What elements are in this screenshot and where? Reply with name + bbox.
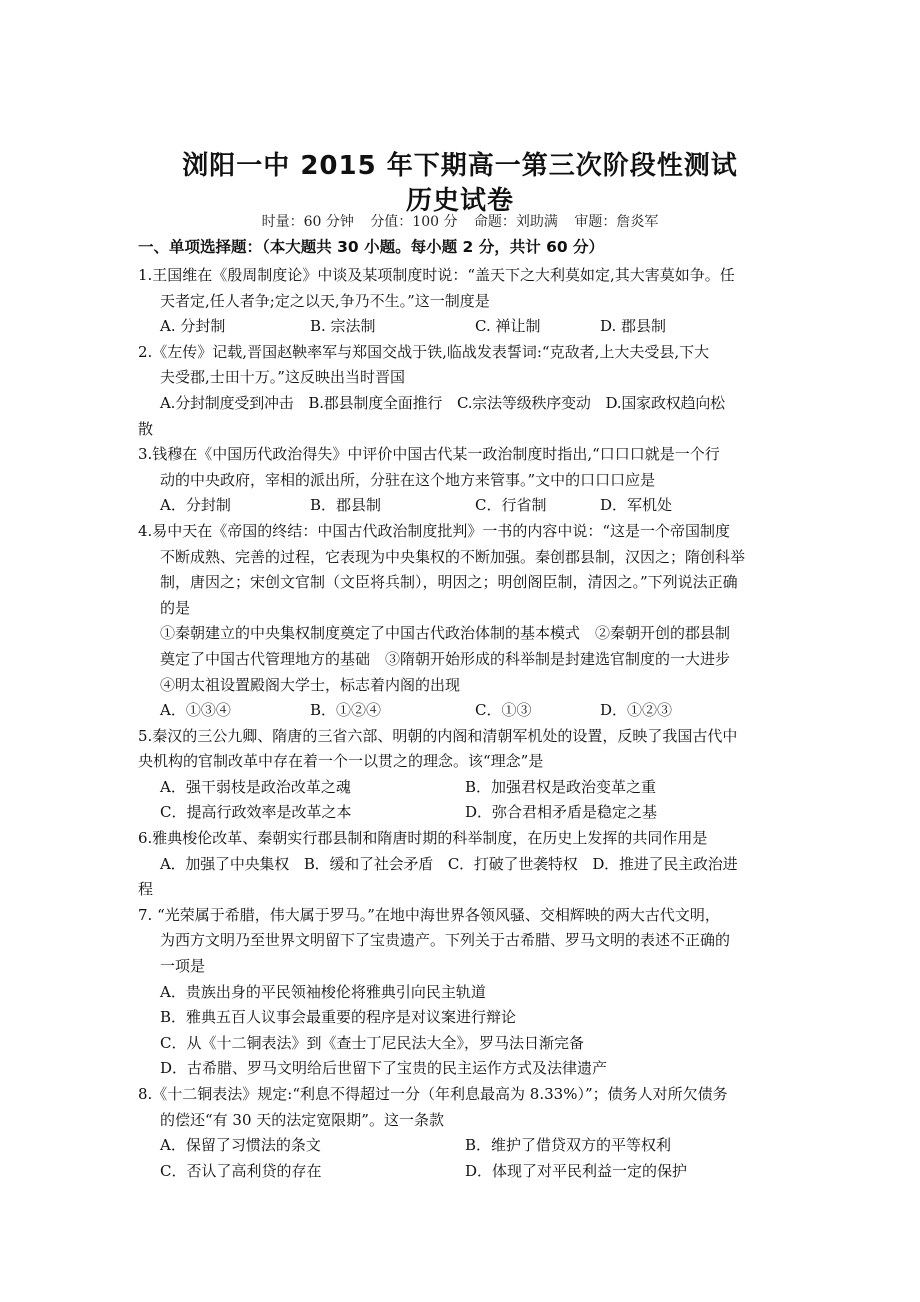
question-4 (138, 519, 788, 724)
option-row (138, 1159, 788, 1185)
option-row: A.分封制度受到冲击 B.郡县制度全面推行 C.宗法等级秩序变动 D.国家政权趋向松 (160, 393, 725, 412)
question-stem-line: 4.易中天在《帝国的终结：中国古代政治制度批判》一书的内容中说：“这是一个帝国制度 (138, 521, 730, 540)
option-a: A. 分封制 (160, 317, 226, 336)
option-row (138, 493, 788, 519)
exam-title: 浏阳一中 2015 年下期高一第三次阶段性测试 (182, 151, 738, 181)
option-a: A．强干弱枝是政治改革之魂 (160, 777, 351, 796)
exam-meta (0, 211, 920, 231)
meta-author: 命题：刘助满 (473, 214, 558, 230)
question-5 (138, 724, 788, 826)
option-d: D．古希腊、罗马文明给后世留下了宝贵的民主运作方式及法律遗产 (160, 1059, 608, 1078)
question-stem-line: 7. “光荣属于希腊，伟大属于罗马。”在地中海世界各领风骚、交相辉映的两大古代文明， (138, 905, 720, 924)
question-7 (138, 903, 788, 1082)
question-stem-line: 的是 (160, 598, 191, 617)
option-d: D. 郡县制 (600, 317, 667, 336)
question-stem-line: 一项是 (160, 957, 206, 976)
question-6 (138, 826, 788, 903)
option-c: C. 禅让制 (475, 317, 541, 336)
option-c: C．①③ (475, 701, 532, 720)
statement-line: ①秦朝建立的中央集权制度奠定了中国古代政治体制的基本模式 ②秦朝开创的郡县制 (160, 624, 731, 643)
option-d: D．①②③ (600, 701, 673, 720)
option-c: C．从《十二铜表法》到《查士丁尼民法大全》，罗马法日渐完备 (160, 1033, 584, 1052)
question-stem-line: 8.《十二铜表法》规定:“利息不得超过一分（年利息最高为 8.33%）”；债务人对所欠债务 (138, 1085, 728, 1103)
option-row (138, 775, 788, 801)
question-stem-line: 为西方文明乃至世界文明留下了宝贵遗产。下列关于古希腊、罗马文明的表述不正确的 (160, 931, 731, 950)
statement-line: ④明太祖设置殿阁大学士，标志着内阁的出现 (160, 675, 461, 694)
option-b: B. 宗法制 (310, 317, 376, 336)
question-stem-line: 不断成熟、完善的过程，它表现为中央集权的不断加强。秦创郡县制，汉因之；隋创科举 (160, 547, 746, 566)
question-stem-line: 天者定,任人者争;定之以天,争乃不生。”这一制度是 (160, 291, 490, 310)
question-stem-line: 央机构的官制改革中存在着一个一以贯之的理念。该“理念”是 (138, 752, 544, 771)
question-1 (138, 263, 788, 340)
section-heading: 一、单项选择题：（本大题共 30 小题。每小题 2 分，共计 60 分） (138, 238, 605, 256)
exam-subtitle: 历史试卷 (405, 186, 514, 216)
option-a: A．①③④ (160, 701, 231, 720)
option-d: D．弥合君相矛盾是稳定之基 (465, 803, 658, 822)
option-row-tail: 散 (138, 419, 154, 438)
question-stem-line: 1.王国维在《殷周制度论》中谈及某项制度时说：“盖天下之大利莫如定,其大害莫如争。任 (138, 266, 735, 284)
option-d: D．军机处 (600, 496, 673, 515)
question-stem-line: 动的中央政府，宰相的派出所，分驻在这个地方来管事。”文中的口口口应是 (160, 470, 656, 489)
statement-line: 奠定了中国古代管理地方的基础 ③隋朝开始形成的科举制是封建选官制度的一大进步 (160, 649, 731, 668)
option-b: B．①②④ (310, 701, 382, 720)
meta-reviewer: 审题：詹炎军 (574, 214, 659, 230)
option-c: C．行省制 (475, 496, 547, 515)
option-row: A．加强了中央集权 B．缓和了社会矛盾 C．打破了世袭特权 D．推进了民主政治进 (160, 854, 738, 873)
option-a: A．分封制 (160, 496, 231, 515)
question-stem-line: 的偿还“有 30 天的法定宽限期”。这一条款 (160, 1110, 444, 1129)
option-b: B．郡县制 (310, 496, 382, 515)
option-b: B．雅典五百人议事会最重要的程序是对议案进行辩论 (160, 1008, 517, 1027)
question-3 (138, 442, 788, 519)
question-stem-line: 5.秦汉的三公九卿、隋唐的三省六部、明朝的内阁和清朝军机处的设置，反映了我国古代中 (138, 726, 738, 745)
question-stem-line: 6.雅典梭伦改革、秦朝实行郡县制和隋唐时期的科举制度，在历史上发挥的共同作用是 (138, 829, 708, 848)
option-a: A．保留了习惯法的条文 (160, 1136, 321, 1155)
option-a: A．贵族出身的平民领袖梭伦将雅典引向民主轨道 (160, 982, 486, 1001)
option-b: B．加强君权是政治变革之重 (465, 777, 657, 796)
option-row (138, 314, 788, 340)
option-c: C．否认了高利贷的存在 (160, 1161, 322, 1180)
question-8 (138, 1082, 788, 1184)
question-stem-line: 3.钱穆在《中国历代政治得失》中评价中国古代某一政治制度时指出,“口口口就是一个行 (138, 445, 720, 464)
meta-score: 分值：100 分 (370, 214, 458, 230)
question-stem-line: 2.《左传》记载,晋国赵鞅率军与郑国交战于铁,临战发表誓词:“克敌者,上大夫受县,下大 (138, 342, 710, 361)
option-c: C．提高行政效率是改革之本 (160, 803, 352, 822)
option-d: D．体现了对平民利益一定的保护 (465, 1161, 688, 1180)
question-2 (138, 340, 788, 442)
option-b: B．维护了借贷双方的平等权利 (465, 1136, 672, 1155)
question-stem-line: 制，唐因之；宋创文官制（文臣将兵制），明因之；明创阁臣制，清因之。”下列说法正确 (160, 573, 738, 592)
meta-duration: 时量：60 分钟 (261, 214, 354, 230)
option-row (138, 1133, 788, 1159)
option-row (138, 800, 788, 826)
option-row (138, 698, 788, 724)
question-stem-line: 夫受郡,士田十万。”这反映出当时晋国 (160, 368, 405, 387)
option-row-tail: 程 (138, 880, 154, 899)
question-list (138, 263, 788, 1184)
